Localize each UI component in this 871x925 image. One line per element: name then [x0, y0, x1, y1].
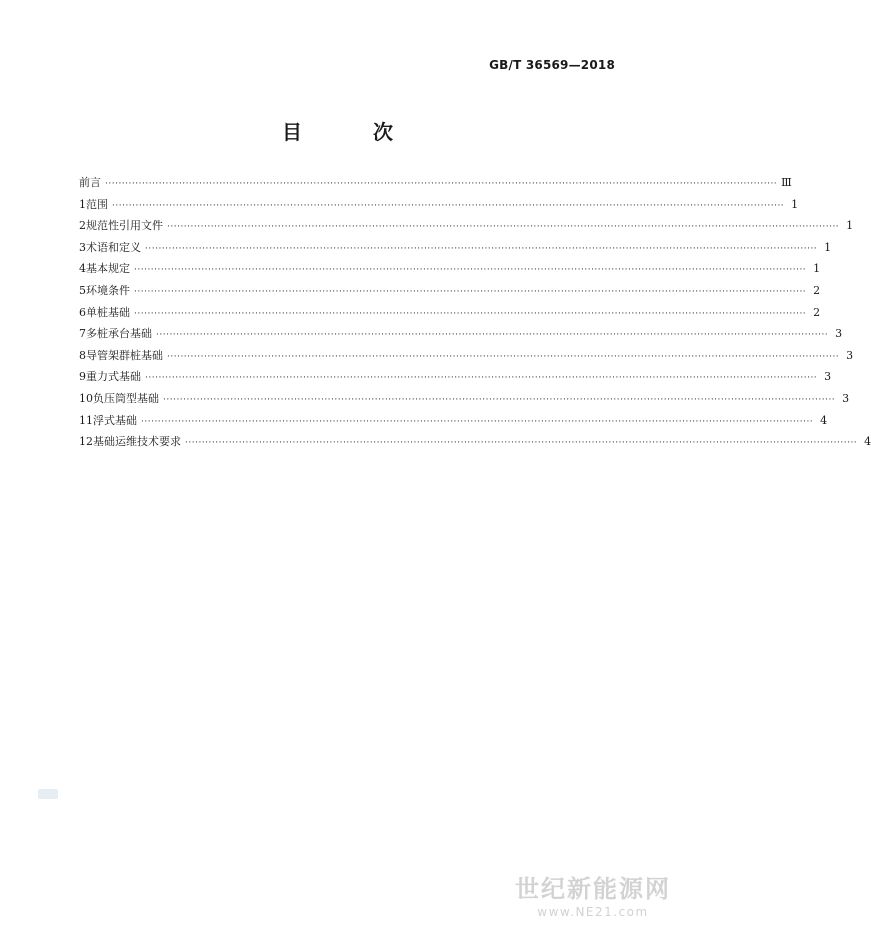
toc-entry-number: 4 [79, 262, 86, 276]
toc-entry-page: 3 [842, 391, 850, 405]
toc-leader-dots: ········································································································································································································ [167, 351, 840, 362]
toc-entry[interactable] [79, 174, 792, 196]
toc-entry-number: 8 [79, 348, 86, 362]
toc-entry-number: 10 [79, 391, 93, 405]
toc-entry-page: 3 [824, 370, 832, 384]
toc-entry-page: 4 [864, 435, 871, 449]
toc-entry[interactable] [79, 217, 854, 239]
toc-entry[interactable] [79, 347, 854, 369]
page-title: 目 次 [282, 120, 425, 144]
toc-leader-dots: ········································································································································································································ [134, 286, 807, 297]
toc-entry-title: 基础运维技术要求 [93, 435, 181, 449]
toc-entry-title: 环境条件 [86, 283, 130, 297]
toc-entry[interactable] [79, 196, 799, 218]
toc-entry-number: 11 [79, 413, 93, 427]
toc-entry[interactable] [79, 304, 821, 326]
toc-entry-page: 3 [846, 348, 854, 362]
toc-leader-dots: ········································································································································································································ [141, 416, 814, 427]
toc-entry-title: 基本规定 [86, 262, 130, 276]
watermark-url: www.NE21.com [537, 905, 649, 919]
toc-leader-dots: ········································································································································································································ [112, 200, 785, 211]
toc-entry-title: 重力式基础 [86, 370, 141, 384]
toc-entry-page: 3 [835, 327, 843, 341]
toc-entry-page: 1 [846, 219, 854, 233]
toc-entry-title: 术语和定义 [86, 240, 141, 254]
toc-entry-number: 9 [79, 370, 86, 384]
toc-entry-title: 多桩承台基础 [86, 327, 152, 341]
toc-entry[interactable] [79, 390, 850, 412]
toc-entry[interactable] [79, 239, 832, 261]
watermark-name: 世纪新能源网 [515, 875, 671, 903]
toc-entry-number: 2 [79, 219, 86, 233]
toc-entry-page: 2 [813, 283, 821, 297]
toc-entry[interactable] [79, 325, 843, 347]
toc-entry-title: 导管架群桩基础 [86, 348, 163, 362]
toc-leader-dots: ········································································································································································································ [156, 330, 829, 341]
toc-entry-title: 浮式基础 [93, 413, 137, 427]
toc-entry-number: 12 [79, 435, 93, 449]
toc-entry-title: 负压筒型基础 [93, 391, 159, 405]
toc-leader-dots: ········································································································································································································ [163, 394, 836, 405]
toc-leader-dots: ········································································································································································································ [134, 308, 807, 319]
toc-entry-title: 范围 [86, 197, 108, 211]
toc-entry[interactable] [79, 368, 832, 390]
standard-code: GB/T 36569—2018 [489, 58, 615, 72]
toc-entry-page: 1 [824, 240, 832, 254]
toc-entry-number: 6 [79, 305, 86, 319]
toc-entry-page: 1 [813, 262, 821, 276]
toc-entry-title: 单桩基础 [86, 305, 130, 319]
toc-leader-dots: ········································································································································································································ [145, 373, 818, 384]
toc-leader-dots: ········································································································································································································ [167, 222, 840, 233]
toc-leader-dots: ········································································································································································································ [105, 179, 778, 189]
toc-entry-title: 规范性引用文件 [86, 219, 163, 233]
toc-leader-dots: ········································································································································································································ [134, 265, 807, 276]
toc-entry-page: 1 [791, 197, 799, 211]
toc-leader-dots: ········································································································································································································ [145, 243, 818, 254]
toc-entry[interactable] [79, 433, 871, 455]
toc-leader-dots: ········································································································································································································ [185, 438, 858, 449]
toc-entry-page: 2 [813, 305, 821, 319]
toc-entry[interactable] [79, 282, 821, 304]
toc-entry-number: 7 [79, 327, 86, 341]
toc-entry-number: 5 [79, 283, 86, 297]
toc-entry[interactable] [79, 412, 828, 434]
toc-entry-number: 3 [79, 240, 86, 254]
toc-entry[interactable] [79, 260, 821, 282]
watermark [515, 869, 671, 919]
toc-entry-title: 前言 [79, 176, 101, 189]
toc-entry-page: 4 [820, 413, 828, 427]
toc-entry-number: 1 [79, 197, 86, 211]
decorative-mark [38, 789, 58, 799]
toc-entry-page: Ⅲ [781, 176, 792, 189]
table-of-contents [79, 174, 871, 455]
